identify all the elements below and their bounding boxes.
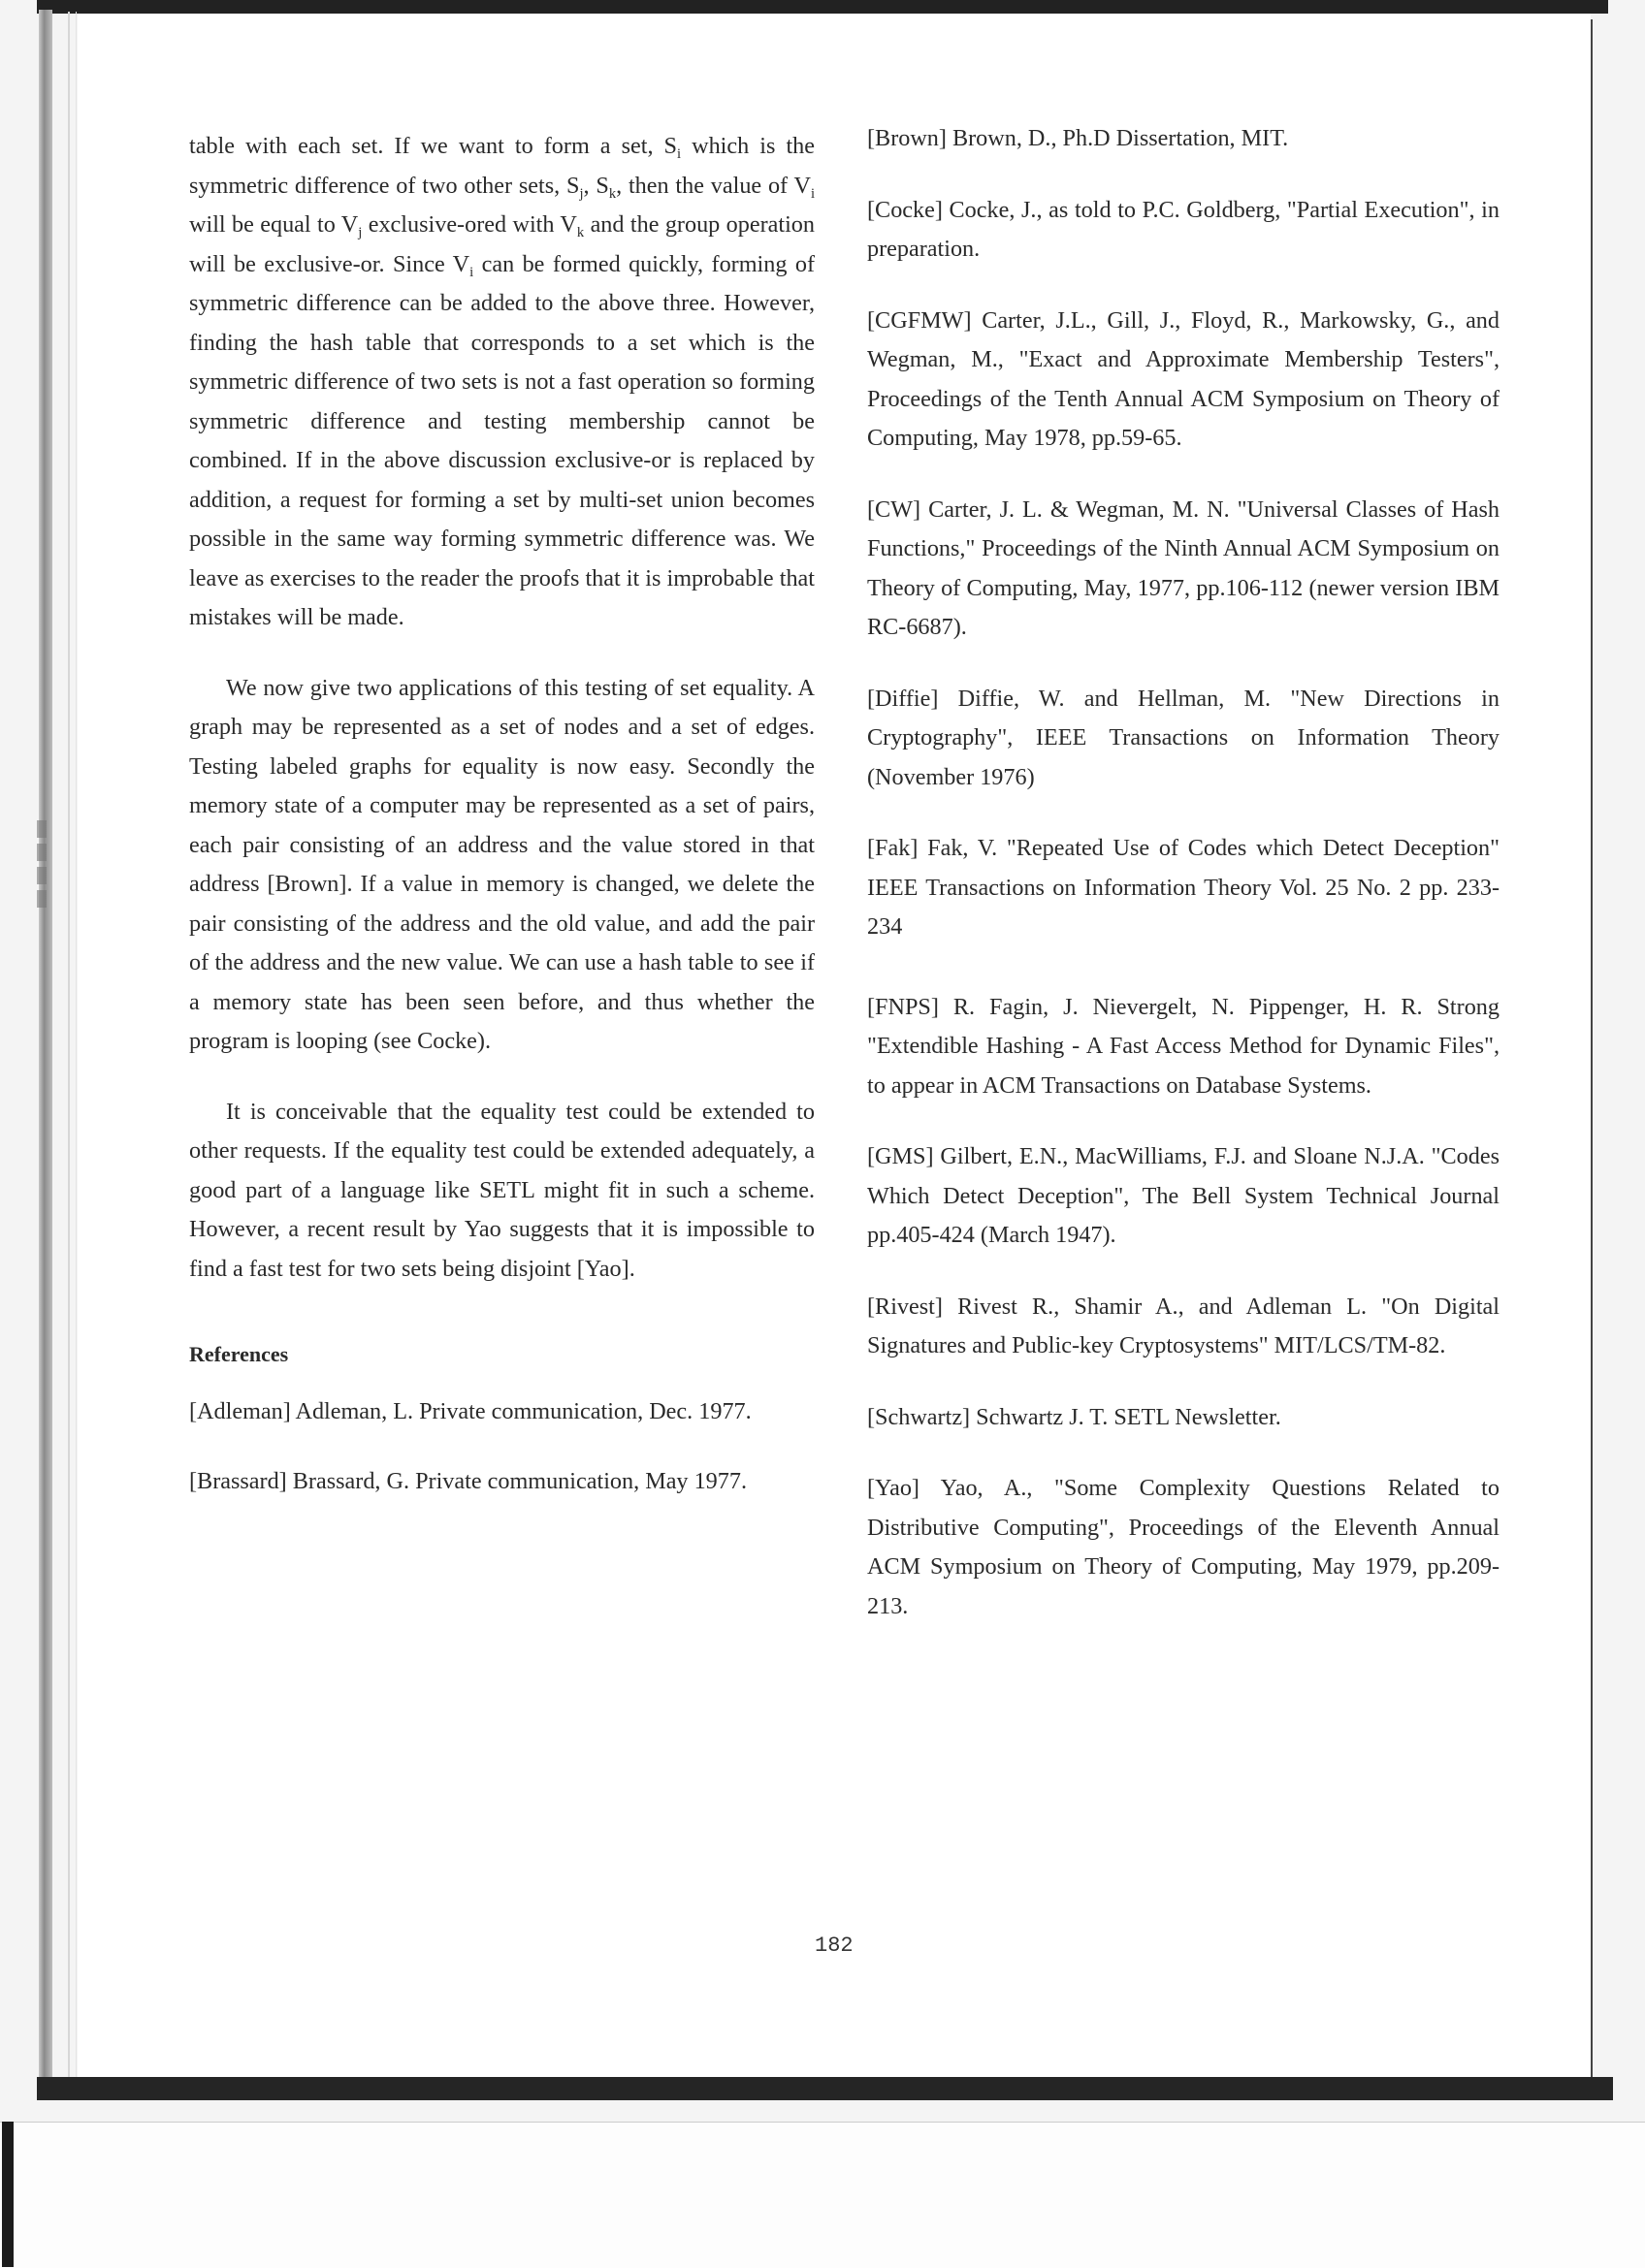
scan-right-border xyxy=(1591,19,1593,2085)
scan-top-border xyxy=(37,0,1608,14)
body-paragraph: table with each set. If we want to form a set, $S_i$ which is the symmetric difference of two other sets, $S_j$, $S_k$, then the value of $V_i$ will be equal to $V_j$ exclusive-ored with $V_k$ and the group operation will be exclusive-or. Since $V_i$ can be formed quickly, forming of symmetric difference can be added to the above three. However, finding the hash table that corresponds to a set which is the symmetric difference of two sets is not a fast operation so forming symmetric difference and testing membership cannot be combined. If in the above discussion exclusive-or is replaced by addition, a request for forming a set by multi-set union becomes possible in the same way forming symmetric difference was. We leave as exercises to the reader the proofs that it is improbable that mistakes will be made. xyxy=(189,133,816,630)
reference-entry: [Yao] Yao, A., "Some Complexity Questions Related to Distributive Computing", Proceedings of the Eleventh Annual ACM Symposium on Theory of Computing, May 1979, pp.209-213. xyxy=(867,1475,1500,1619)
reference-entry: [Fak] Fak, V. "Repeated Use of Codes which Detect Deception" IEEE Transactions on Information Theory Vol. 25 No. 2 pp. 233-234 xyxy=(867,835,1500,940)
reference-entry: [CGFMW] Carter, J.L., Gill, J., Floyd, R., Markowsky, G., and Wegman, M., "Exact and Approximate Membership Testers", Proceedings of the Tenth Annual ACM Symposium on Theory of Computing, May 1978, pp.59-65. xyxy=(867,306,1500,451)
reference-entry: [GMS] Gilbert, E.N., MacWilliams, F.J. and Sloane N.J.A. "Codes Which Detect Deception", The Bell System Technical Journal pp.405-424 (March 1947). xyxy=(867,1143,1500,1248)
left-column xyxy=(189,127,815,1533)
scan-binding-edge xyxy=(39,10,52,2085)
references-heading: References xyxy=(189,1342,289,1366)
right-column xyxy=(867,119,1500,1658)
scan-underlay xyxy=(0,2122,1645,2268)
body-paragraph: It is conceivable that the equality test could be extended to other requests. If the equality test could be extended adequately, a good part of a language like SETL might fit in such a scheme. However, a recent result by Yao suggests that it is impossible to find a fast test for two sets being disjoint [Yao]. xyxy=(189,1098,815,1282)
reference-entry: [Rivest] Rivest R., Shamir A., and Adleman L. "On Digital Signatures and Public-key Cryptosystems" MIT/LCS/TM-82. xyxy=(867,1293,1500,1358)
reference-entry: [CW] Carter, J. L. & Wegman, M. N. "Universal Classes of Hash Functions," Proceedings of the Ninth Annual ACM Symposium on Theory of Computing, May, 1977, pp.106-112 (newer version IBM RC-6687). xyxy=(867,495,1500,640)
reference-entry: [FNPS] R. Fagin, J. Nievergelt, N. Pippenger, H. R. Strong "Extendible Hashing - A Fast Access Method for Dynamic Files", to appear in ACM Transactions on Database Systems. xyxy=(867,993,1500,1099)
scan-margin-line xyxy=(76,12,77,2077)
page-number: 182 xyxy=(815,1933,854,1958)
scan-bleed-marks xyxy=(37,815,76,950)
scan-bottom-border xyxy=(37,2077,1613,2100)
reference-entry: [Diffie] Diffie, W. and Hellman, M. "New Directions in Cryptography", IEEE Transactions on Information Theory (November 1976) xyxy=(867,685,1500,790)
reference-entry: [Adleman] Adleman, L. Private communication, Dec. 1977. xyxy=(189,1397,752,1424)
scan-margin-line xyxy=(68,12,70,2077)
reference-entry: [Cocke] Cocke, J., as told to P.C. Goldberg, "Partial Execution", in preparation. xyxy=(867,196,1500,262)
reference-entry: [Schwartz] Schwartz J. T. SETL Newsletter. xyxy=(867,1403,1281,1430)
reference-entry: [Brassard] Brassard, G. Private communication, May 1977. xyxy=(189,1468,747,1494)
body-paragraph: We now give two applications of this testing of set equality. A graph may be represented as a set of nodes and a set of edges. Testing labeled graphs for equality is now easy. Secondly the memory state of a computer may be represented as a set of pairs, each pair consisting of an address and the value stored in that address [Brown]. If a value in memory is changed, we delete the pair consisting of the address and the old value, and add the pair of the address and the new value. We can use a hash table to see if a memory state has been seen before, and thus whether the program is looping (see Cocke). xyxy=(189,674,815,1054)
scan-underlay-edge xyxy=(2,2122,14,2267)
reference-entry: [Brown] Brown, D., Ph.D Dissertation, MIT. xyxy=(867,125,1289,151)
